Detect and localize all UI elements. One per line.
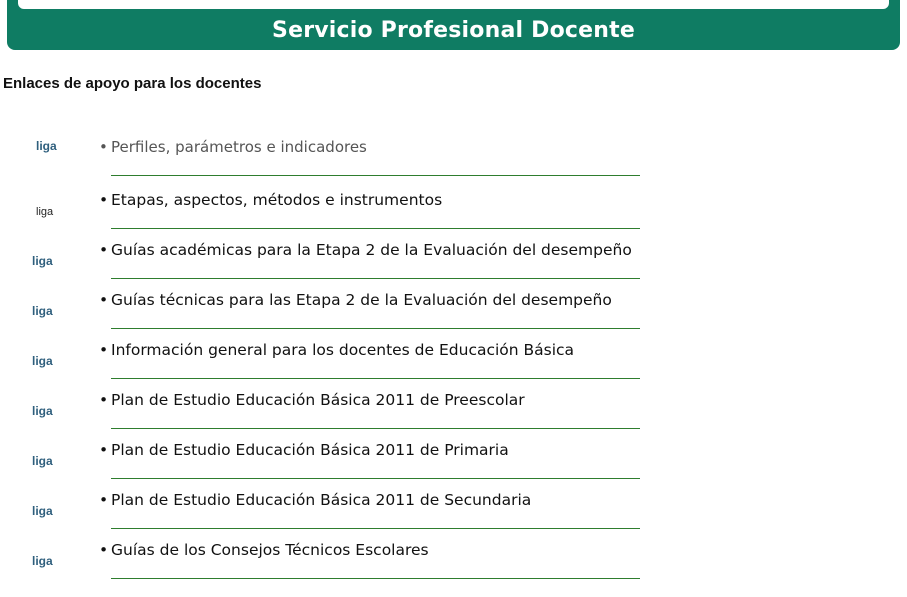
bullet: • <box>99 191 109 209</box>
list-item <box>0 328 907 378</box>
item-label: Guías de los Consejos Técnicos Escolares <box>111 541 429 559</box>
bullet: • <box>99 491 109 509</box>
section-heading: Enlaces de apoyo para los docentes <box>3 75 262 92</box>
liga-link[interactable]: liga <box>36 139 57 153</box>
bullet: • <box>99 541 109 559</box>
list-item <box>0 528 907 578</box>
item-title <box>99 240 632 260</box>
list-item <box>0 228 907 278</box>
item-label: Plan de Estudio Educación Básica 2011 de Secundaria <box>111 491 532 509</box>
item-title <box>99 540 429 560</box>
item-label: Plan de Estudio Educación Básica 2011 de Preescolar <box>111 391 525 409</box>
liga-link[interactable]: liga <box>32 454 53 468</box>
banner-inset <box>18 0 889 9</box>
header-banner <box>7 0 900 50</box>
liga-link[interactable]: liga <box>32 554 53 568</box>
banner-title: Servicio Profesional Docente <box>272 18 635 43</box>
item-label: Plan de Estudio Educación Básica 2011 de Primaria <box>111 441 509 459</box>
list-item <box>0 378 907 428</box>
liga-link[interactable]: liga <box>36 206 54 218</box>
liga-link[interactable]: liga <box>32 404 53 418</box>
list-item <box>0 176 907 226</box>
item-label: Guías técnicas para las Etapa 2 de la Evaluación del desempeño <box>111 291 612 309</box>
bullet: • <box>99 291 109 309</box>
item-title <box>99 290 612 310</box>
item-label: Guías académicas para la Etapa 2 de la Evaluación del desempeño <box>111 241 632 259</box>
item-divider <box>111 578 640 579</box>
list-item <box>0 478 907 528</box>
liga-link[interactable]: liga <box>32 354 53 368</box>
list-item <box>0 126 907 176</box>
bullet: • <box>99 241 109 259</box>
item-title <box>99 190 442 210</box>
item-label: Etapas, aspectos, métodos e instrumentos <box>111 191 443 209</box>
liga-link[interactable]: liga <box>32 304 53 318</box>
item-title <box>99 490 531 510</box>
liga-link[interactable]: liga <box>32 254 53 268</box>
bullet: • <box>99 341 109 359</box>
item-title <box>99 137 367 157</box>
item-title <box>99 440 509 460</box>
bullet: • <box>99 391 109 409</box>
item-label: Perfiles, parámetros e indicadores <box>111 138 367 156</box>
bullet: • <box>99 441 109 459</box>
list-item <box>0 428 907 478</box>
item-label: Información general para los docentes de Educación Básica <box>111 341 575 359</box>
bullet: • <box>99 138 108 156</box>
item-title <box>99 390 525 410</box>
liga-link[interactable]: liga <box>32 504 53 518</box>
item-title <box>99 340 574 360</box>
list-item <box>0 278 907 328</box>
